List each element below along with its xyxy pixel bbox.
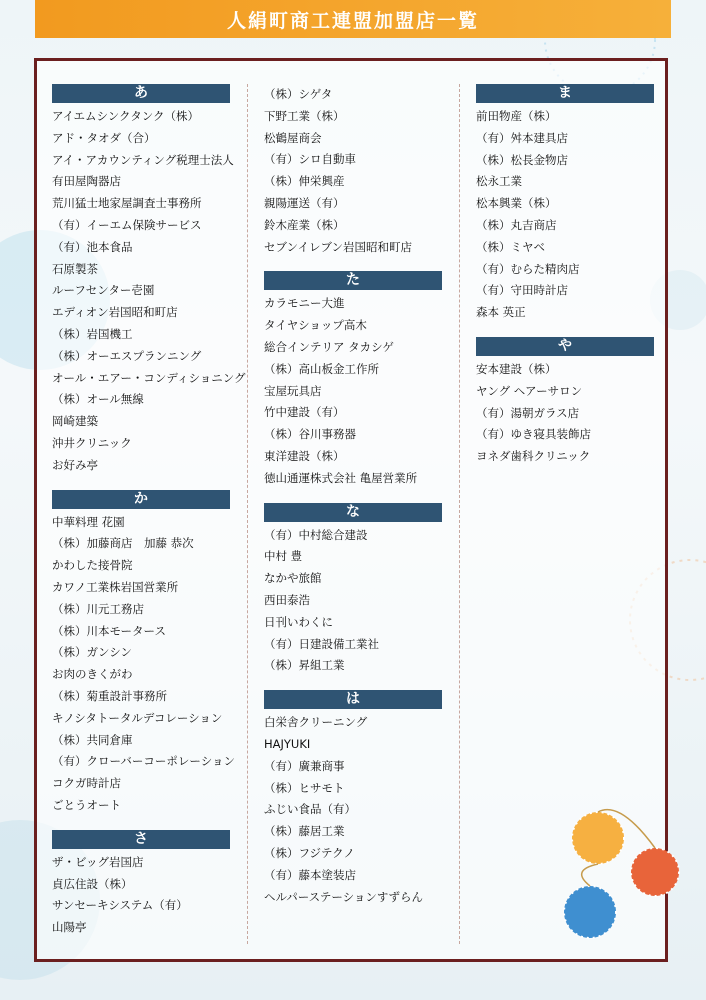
member-store-item: カワノ工業株岩国営業所: [52, 579, 179, 594]
member-store-item: かわした接骨院: [52, 558, 133, 573]
section-gap: [264, 258, 442, 271]
section-header: さ: [52, 830, 230, 849]
member-store-item: ヤング ヘアーサロン: [476, 383, 583, 398]
member-store-item: （株）谷川事務器: [264, 427, 356, 442]
member-store-item: お肉のきくがわ: [52, 667, 133, 682]
member-store-item: ヘルパーステーションすずらん: [264, 889, 424, 904]
member-store-item: （株）加藤商店 加藤 恭次: [52, 536, 194, 551]
member-store-item: 荒川猛士地家屋調査士事務所: [52, 196, 202, 211]
member-store-item: ザ・ビッグ岩国店: [52, 854, 144, 869]
member-store-item: タイヤショップ高木: [264, 318, 367, 333]
member-store-item: 宝屋玩具店: [264, 383, 322, 398]
member-store-item: （株）藤居工業: [264, 824, 345, 839]
member-store-item: 松永工業: [476, 174, 522, 189]
member-store-item: （株）丸吉商店: [476, 217, 557, 232]
member-store-item: （株）オール無線: [52, 392, 144, 407]
section-header: あ: [52, 84, 230, 103]
section-gap: [52, 817, 230, 830]
column-divider: [247, 84, 248, 944]
member-store-item: （有）藤本塗装店: [264, 867, 356, 882]
member-store-item: カラモニー大進: [264, 296, 345, 311]
member-store-item: （有）湯朝ガラス店: [476, 405, 580, 420]
member-store-item: 徳山通運株式会社 亀屋営業所: [264, 470, 418, 485]
member-store-item: 中華料理 花園: [52, 514, 125, 529]
member-store-item: ヨネダ歯科クリニック: [476, 449, 591, 464]
member-store-item: （有）イーエム保険サービス: [52, 217, 202, 232]
column-2: [264, 84, 442, 908]
member-store-item: （株）伸栄興産: [264, 174, 345, 189]
member-store-item: 岡崎建築: [52, 414, 98, 429]
member-store-item: 総合インテリア タカシゲ: [264, 339, 394, 354]
section-header: ま: [476, 84, 654, 103]
member-store-item: （有）むらた精肉店: [476, 261, 580, 276]
member-store-item: （株）高山板金工作所: [264, 361, 379, 376]
member-store-item: 白栄舎クリーニング: [264, 715, 368, 730]
column-divider: [459, 84, 460, 944]
member-store-item: ふじい食品（有）: [264, 802, 356, 817]
member-store-item: 石原製茶: [52, 261, 98, 276]
member-store-item: 前田物産（株）: [476, 109, 557, 123]
member-store-item: （有）クローバーコーポレーション: [52, 754, 235, 769]
member-store-item: （有）ゆき寝具装飾店: [476, 427, 591, 442]
section-gap: [476, 324, 654, 337]
member-store-item: （有）日建設備工業社: [264, 636, 379, 651]
member-store-item: オール・エアー・コンディショニング: [52, 370, 246, 385]
member-store-item: （有）廣兼商事: [264, 758, 345, 773]
member-store-item: （株）シゲタ: [264, 87, 333, 101]
member-store-item: 山陽亭: [52, 920, 87, 935]
member-store-item: 森本 英正: [476, 305, 526, 320]
member-store-item: ルーフセンター壱園: [52, 283, 155, 298]
member-store-item: 親陽運送（有）: [264, 195, 345, 210]
member-store-item: （株）オーエスプランニング: [52, 348, 202, 363]
member-store-item: 貞広住設（株）: [52, 876, 133, 891]
member-store-item: アイ・アカウンティング税理士法人: [52, 152, 234, 167]
member-store-item: （株）川元工務店: [52, 601, 144, 616]
section-header: は: [264, 690, 442, 709]
member-store-item: （株）ガンシン: [52, 645, 132, 660]
member-store-item: （有）守田時計店: [476, 283, 568, 298]
section-gap: [264, 490, 442, 503]
glass-ball-decoration: [560, 800, 680, 950]
member-store-item: （株）昇組工業: [264, 658, 345, 673]
member-store-item: なかや旅館: [264, 571, 322, 586]
section-gap: [264, 677, 442, 690]
member-store-item: （有）シロ自動車: [264, 152, 356, 167]
member-store-item: 下野工業（株）: [264, 108, 345, 123]
member-store-item: 中村 豊: [264, 549, 303, 564]
member-store-item: エディオン岩国昭和町店: [52, 305, 178, 320]
title-banner: [35, 0, 671, 38]
member-store-item: （株）川本モータース: [52, 623, 166, 638]
member-store-item: セブンイレブン岩国昭和町店: [264, 239, 413, 254]
member-store-item: キノシタトータルデコレーション: [52, 710, 223, 725]
member-store-item: （株）松長金物店: [476, 152, 568, 167]
section-header: た: [264, 271, 442, 290]
member-store-item: お好み亭: [52, 457, 98, 472]
member-store-item: 沖井クリニック: [52, 435, 132, 450]
member-store-item: HAJYUKI: [264, 736, 311, 751]
member-store-item: （有）中村総合建設: [264, 527, 368, 542]
column-3: [476, 84, 654, 468]
member-store-item: アド・タオダ（合）: [52, 130, 156, 145]
member-store-item: 鈴木産業（株）: [264, 217, 345, 232]
member-store-item: （株）共同倉庫: [52, 732, 133, 747]
section-header: な: [264, 503, 442, 522]
member-store-item: （株）フジテクノ: [264, 845, 355, 860]
member-store-item: アイエムシンクタンク（株）: [52, 109, 200, 123]
member-store-item: 西田泰浩: [264, 592, 310, 607]
member-store-item: 有田屋陶器店: [52, 174, 121, 189]
member-store-item: （株）菊重設計事務所: [52, 688, 167, 703]
member-store-item: （有）池本食品: [52, 239, 133, 254]
member-store-item: 日刊いわくに: [264, 614, 333, 629]
member-store-item: （有）舛本建具店: [476, 130, 568, 145]
member-store-item: サンセーキシステム（有）: [52, 898, 188, 913]
section-gap: [52, 477, 230, 490]
member-store-item: （株）ミヤベ: [476, 239, 545, 254]
member-store-item: （株）ヒサモト: [264, 780, 345, 795]
section-header: か: [52, 490, 230, 509]
section-header: や: [476, 337, 654, 356]
member-store-item: 安本建設（株）: [476, 361, 557, 376]
page-title: 人絹町商工連盟加盟店一覧: [226, 10, 479, 32]
member-store-item: ごとうオート: [52, 797, 121, 812]
member-store-item: 松鶴屋商会: [264, 130, 322, 145]
member-store-item: コクガ時計店: [52, 776, 121, 791]
column-1: [52, 84, 246, 939]
member-store-item: 東洋建設（株）: [264, 448, 345, 463]
member-store-item: 松本興業（株）: [476, 196, 557, 211]
member-store-item: （株）岩国機工: [52, 326, 133, 341]
member-store-item: 竹中建設（有）: [264, 405, 345, 420]
